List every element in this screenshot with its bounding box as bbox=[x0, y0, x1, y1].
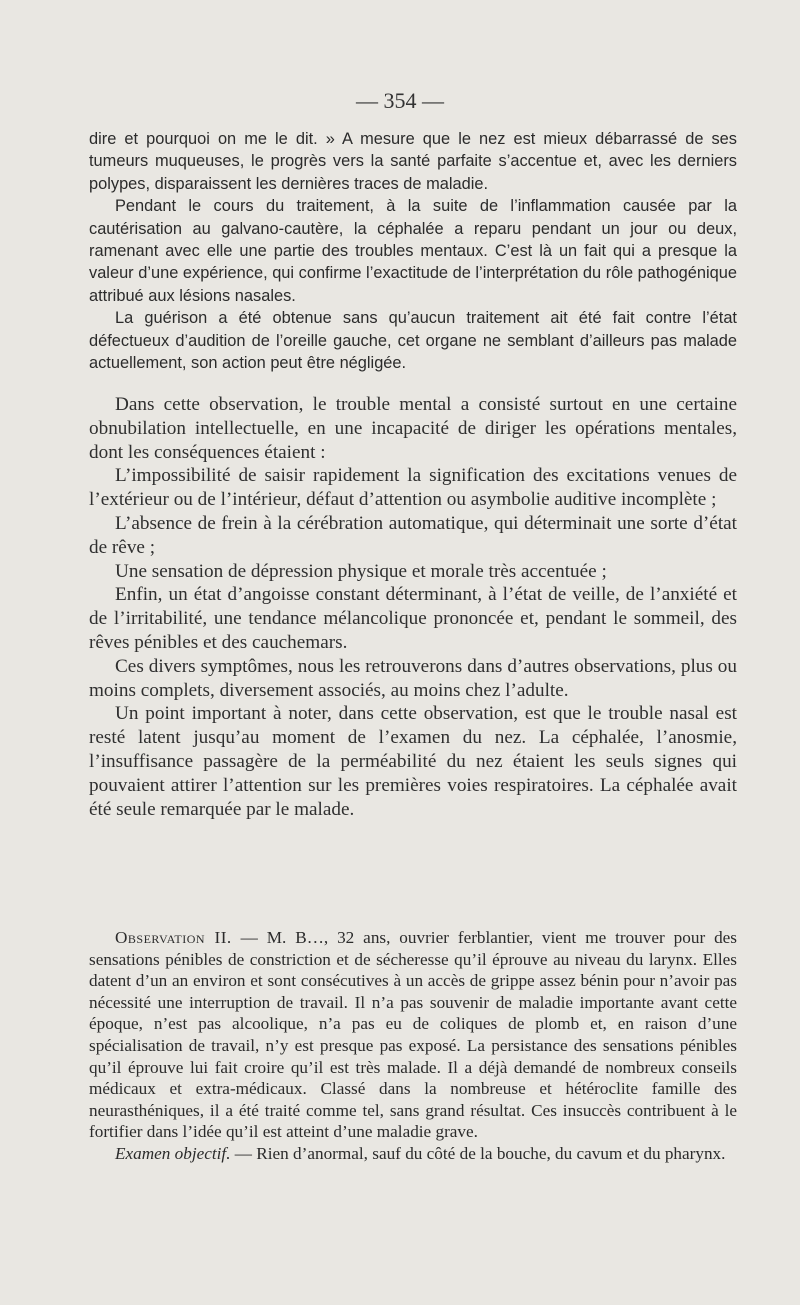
paragraph: Dans cette observation, le trouble mental a consisté surtout en une certaine obnubilation intellectuelle, en une incapacité de diriger les opérations mentales, dont les conséquences étaient : bbox=[89, 394, 737, 463]
paragraph: Un point important à noter, dans cette observation, est que le trouble nasal est resté latent jusqu’au moment de l’examen du nez. La céphalée, l’anosmie, l’insuffisance passagère de la perméabilité du nez étaient les seuls signes qui pouvaient attirer l’attention sur les premières voies respiratoires. La céphalée avait été seule remarquée par le malade. bbox=[89, 703, 737, 820]
section-observation-ii bbox=[89, 927, 737, 1165]
paragraph: Enfin, un état d’angoisse constant déterminant, à l’état de veille, de l’anxiété et de l’irritabilité, une tendance mélancolique prononcée et, pendant le sommeil, des rêves pénibles et des cauchemars. bbox=[89, 584, 737, 653]
paragraph: Pendant le cours du traitement, à la suite de l’inflammation causée par la cautérisation au galvano-cautère, la céphalée a reparu pendant un jour ou deux, ramenant avec elle une partie des troubles mentaux. C’est là un fait qui a presque la valeur d’une expérience, qui confirme l’exactitude de l’interprétation du rôle pathogénique attribué aux lésions nasales. bbox=[89, 197, 737, 305]
observation-paragraph bbox=[89, 927, 737, 1143]
paragraph: Une sensation de dépression physique et morale très accentuée ; bbox=[115, 560, 607, 582]
paragraph: L’absence de frein à la cérébration automatique, qui déterminait une sorte d’état de rêve ; bbox=[89, 512, 737, 558]
observation-body: — M. B…, 32 ans, ouvrier ferblantier, vient me trouver pour des sensations pénibles de constriction et de sécheresse qu’il éprouve au niveau du larynx. Elles datent d’un an environ et sont consécutives à un accès de grippe assez bénin pour n’avoir pas nécessité une interruption de travail. Il n’a pas souvenir de maladie importante avant cette époque, n’est pas alcoolique, n’a pas eu de coliques de plomb et, en raison d’une spécialisation de travail, n’y est presque pas exposé. La persistance des sensations pénibles qu’il éprouve lui fait croire qu’il est très malade. Il a déjà demandé de nombreux conseils médicaux et extra-médicaux. Classé dans la nombreuse et hétéroclite famille des neurasthéniques, il a été traité comme tel, sans grand résultat. Ces insuccès contribuent à le fortifier dans l’idée qu’il est atteint d’une maladie grave. bbox=[89, 928, 737, 1142]
observation-heading: Observation II. bbox=[115, 928, 232, 947]
paragraph: La guérison a été obtenue sans qu’aucun traitement ait été fait contre l’état défectueux d’audition de l’oreille gauche, cet organe ne semblant d’ailleurs pas malade actuellement, son action peut être négligée. bbox=[89, 309, 737, 373]
paragraph: Ces divers symptômes, nous les retrouverons dans d’autres observations, plus ou moins complets, diversement associés, au moins chez l’adulte. bbox=[89, 655, 737, 701]
exam-text: — Rien d’anormal, sauf du côté de la bouche, du cavum et du pharynx. bbox=[230, 1143, 726, 1163]
section-case-conclusion bbox=[89, 128, 737, 374]
paragraph: dire et pourquoi on me le dit. » A mesure que le nez est mieux débarrassé de ses tumeurs muqueuses, le progrès vers la santé parfaite s’accentue et, avec les derniers polypes, disparaissent les dernières traces de maladie. bbox=[89, 130, 737, 193]
exam-label: Examen objectif. bbox=[115, 1143, 231, 1163]
section-commentary bbox=[89, 393, 737, 821]
paragraph: L’impossibilité de saisir rapidement la signification des excitations venues de l’extérieur ou de l’intérieur, défaut d’attention ou asymbolie auditive incomplète ; bbox=[89, 465, 737, 511]
page-number: — 354 — bbox=[356, 88, 444, 113]
exam-paragraph bbox=[89, 1143, 737, 1165]
